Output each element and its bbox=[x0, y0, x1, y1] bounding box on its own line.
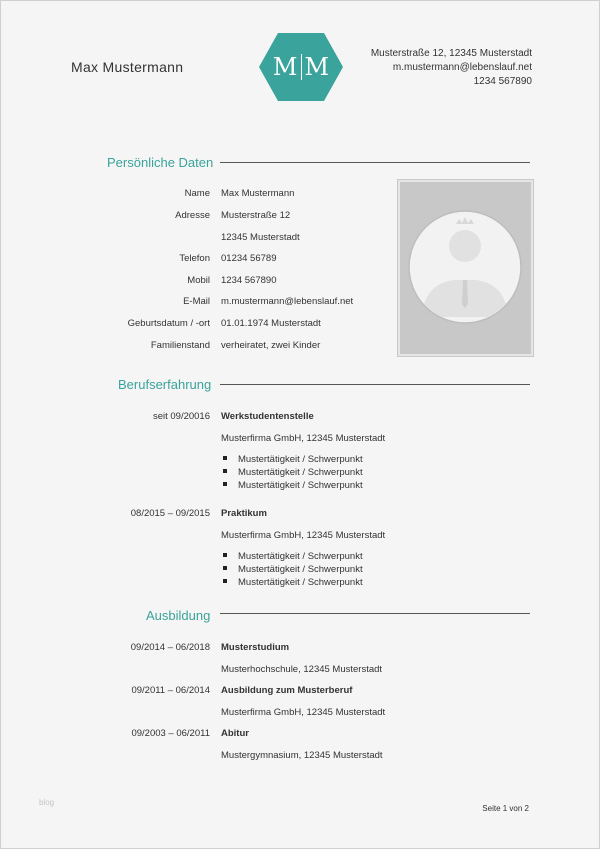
contact-address: Musterstraße 12, 12345 Musterstadt bbox=[370, 48, 532, 59]
value-name: Max Mustermann bbox=[221, 188, 295, 199]
section-divider bbox=[220, 162, 530, 163]
section-title-personal: Persönliche Daten bbox=[107, 155, 214, 170]
experience-period: seit 09/20016 bbox=[152, 411, 210, 422]
education-place: Musterfirma GmbH, 12345 Musterstadt bbox=[221, 707, 386, 718]
education-title: Abitur bbox=[221, 728, 249, 739]
value-marital: verheiratet, zwei Kinder bbox=[221, 340, 321, 351]
label-mobile: Mobil bbox=[187, 275, 210, 286]
value-birth: 01.01.1974 Musterstadt bbox=[221, 318, 321, 329]
label-birth: Geburtsdatum / -ort bbox=[127, 318, 210, 329]
label-email: E-Mail bbox=[183, 296, 210, 307]
list-item bbox=[223, 467, 363, 478]
monogram-right: M bbox=[304, 53, 330, 81]
label-address: Adresse bbox=[175, 210, 210, 221]
bullet-text: Mustertätigkeit / Schwerpunkt bbox=[238, 551, 363, 562]
bullet-icon bbox=[223, 566, 227, 570]
list-item bbox=[223, 577, 363, 588]
bullet-icon bbox=[223, 456, 227, 460]
bullet-icon bbox=[223, 482, 227, 486]
contact-email[interactable]: m.mustermann@lebenslauf.net bbox=[392, 62, 532, 73]
section-title-education: Ausbildung bbox=[146, 608, 211, 623]
experience-period: 08/2015 – 09/2015 bbox=[130, 508, 210, 519]
list-item bbox=[223, 564, 363, 575]
page-number: Seite 1 von 2 bbox=[482, 804, 529, 813]
experience-role: Werkstudentenstelle bbox=[221, 411, 314, 422]
label-name: Name bbox=[184, 188, 210, 199]
education-period: 09/2011 – 06/2014 bbox=[131, 685, 210, 696]
bullet-icon bbox=[223, 469, 227, 473]
education-place: Musterhochschule, 12345 Musterstadt bbox=[221, 664, 383, 675]
watermark: blog bbox=[39, 798, 55, 807]
value-street: Musterstraße 12 bbox=[221, 210, 291, 221]
list-item bbox=[223, 551, 363, 562]
bullet-icon bbox=[223, 553, 227, 557]
label-marital: Familienstand bbox=[150, 340, 210, 351]
section-divider bbox=[220, 613, 530, 614]
section-title-experience: Berufserfahrung bbox=[118, 377, 212, 392]
education-title: Musterstudium bbox=[221, 642, 290, 653]
monogram-logo bbox=[259, 33, 343, 101]
monogram-divider bbox=[301, 54, 302, 80]
header-name: Max Mustermann bbox=[71, 59, 184, 75]
bullet-text: Mustertätigkeit / Schwerpunkt bbox=[238, 454, 363, 465]
contact-phone: 1234 567890 bbox=[473, 76, 532, 87]
bullet-icon bbox=[223, 579, 227, 583]
education-place: Mustergymnasium, 12345 Musterstadt bbox=[221, 750, 383, 761]
value-city: 12345 Musterstadt bbox=[221, 232, 300, 243]
list-item bbox=[223, 480, 363, 491]
header-contact bbox=[371, 47, 532, 89]
person-placeholder-icon bbox=[400, 182, 531, 354]
experience-company: Musterfirma GmbH, 12345 Musterstadt bbox=[221, 433, 386, 444]
education-title: Ausbildung zum Musterberuf bbox=[221, 685, 353, 696]
bullet-text: Mustertätigkeit / Schwerpunkt bbox=[238, 564, 363, 575]
profile-photo bbox=[398, 180, 533, 356]
bullet-text: Mustertätigkeit / Schwerpunkt bbox=[238, 480, 363, 491]
bullet-text: Mustertätigkeit / Schwerpunkt bbox=[238, 577, 363, 588]
label-phone: Telefon bbox=[179, 253, 210, 264]
education-period: 09/2003 – 06/2011 bbox=[131, 728, 210, 739]
experience-role: Praktikum bbox=[221, 508, 267, 519]
monogram-left: M bbox=[272, 53, 298, 81]
section-divider bbox=[220, 384, 530, 385]
education-period: 09/2014 – 06/2018 bbox=[130, 642, 210, 653]
value-mobile: 1234 567890 bbox=[221, 275, 277, 286]
value-phone: 01234 56789 bbox=[221, 253, 277, 264]
bullet-text: Mustertätigkeit / Schwerpunkt bbox=[238, 467, 363, 478]
value-email[interactable]: m.mustermann@lebenslauf.net bbox=[221, 296, 354, 307]
experience-company: Musterfirma GmbH, 12345 Musterstadt bbox=[221, 530, 386, 541]
list-item bbox=[223, 454, 363, 465]
